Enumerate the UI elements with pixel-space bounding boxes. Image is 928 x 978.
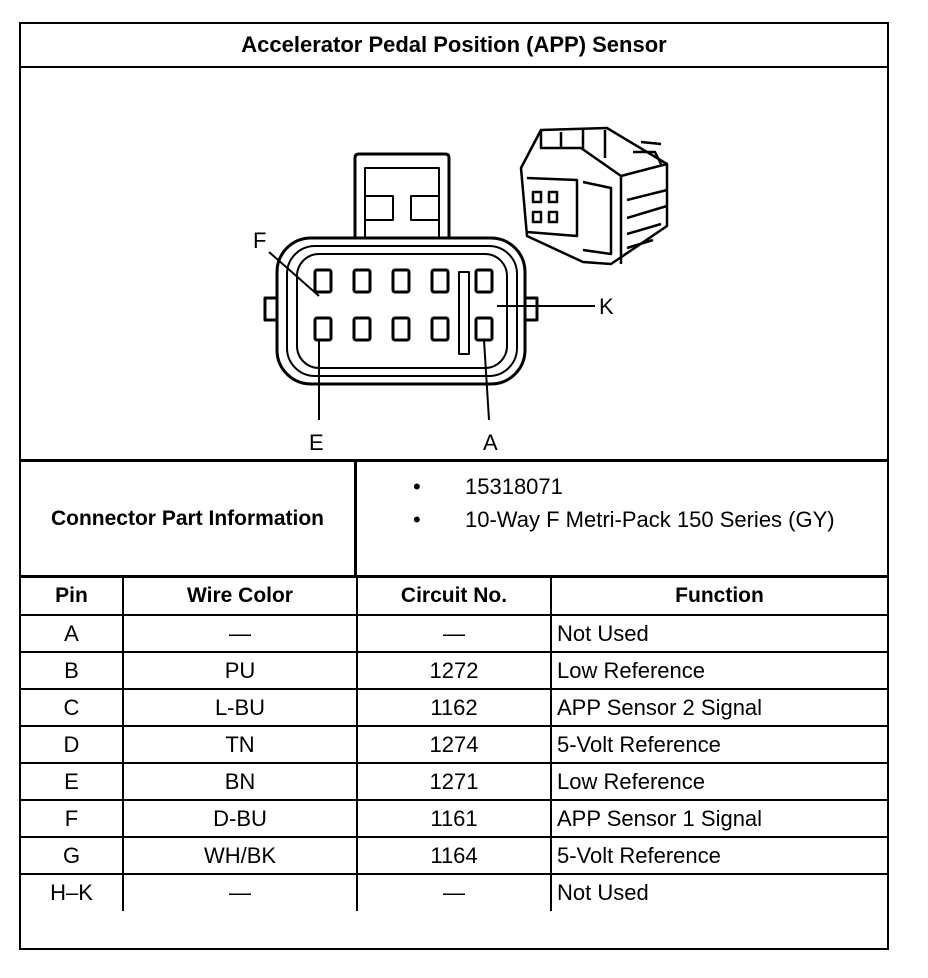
connector-drawing xyxy=(21,68,887,462)
circuit-cell: 1274 xyxy=(357,726,551,763)
table-row xyxy=(21,615,887,652)
function-cell: 5-Volt Reference xyxy=(551,837,887,874)
cavity-a xyxy=(476,318,492,340)
wire-color-cell: BN xyxy=(123,763,357,800)
table-row xyxy=(21,837,887,874)
pin-cell: B xyxy=(21,652,123,689)
circuit-cell: 1162 xyxy=(357,689,551,726)
header-wire-color: Wire Color xyxy=(123,578,357,615)
part-info-label: Connector Part Information xyxy=(21,462,357,575)
wire-color-cell: — xyxy=(123,615,357,652)
function-cell: Low Reference xyxy=(551,652,887,689)
part-info-item xyxy=(357,503,835,536)
wire-color-cell: WH/BK xyxy=(123,837,357,874)
table-row xyxy=(21,874,887,911)
pin-cell: A xyxy=(21,615,123,652)
connector-part-information xyxy=(21,462,887,578)
circuit-cell: 1164 xyxy=(357,837,551,874)
pin-cell: D xyxy=(21,726,123,763)
pin-cell: G xyxy=(21,837,123,874)
cavity-row2-4 xyxy=(432,318,448,340)
right-ear xyxy=(525,298,537,320)
wire-color-cell: — xyxy=(123,874,357,911)
table-header-row xyxy=(21,578,887,615)
bullet-icon: • xyxy=(413,474,421,499)
part-info-item xyxy=(357,470,835,503)
header-function: Function xyxy=(551,578,887,615)
circuit-cell: 1271 xyxy=(357,763,551,800)
callout-e: E xyxy=(309,430,324,455)
bullet-icon: • xyxy=(413,507,421,532)
wire-color-cell: PU xyxy=(123,652,357,689)
pin-cell: C xyxy=(21,689,123,726)
header-pin: Pin xyxy=(21,578,123,615)
cavity-row2-2 xyxy=(354,318,370,340)
callout-f: F xyxy=(253,228,267,253)
connector-figure xyxy=(21,68,887,462)
cavity-row1-4 xyxy=(432,270,448,292)
connector-iso-view xyxy=(521,128,667,264)
page-title: Accelerator Pedal Position (APP) Sensor xyxy=(21,24,887,68)
circuit-cell: — xyxy=(357,874,551,911)
pin-cell: H–K xyxy=(21,874,123,911)
cavity-row1-2 xyxy=(354,270,370,292)
table-row xyxy=(21,652,887,689)
header-circuit-no: Circuit No. xyxy=(357,578,551,615)
wire-color-cell: TN xyxy=(123,726,357,763)
pin-cell: E xyxy=(21,763,123,800)
table-row xyxy=(21,689,887,726)
function-cell: 5-Volt Reference xyxy=(551,726,887,763)
function-cell: Not Used xyxy=(551,615,887,652)
callout-a: A xyxy=(483,430,498,455)
cavity-row1-3 xyxy=(393,270,409,292)
left-ear xyxy=(265,298,277,320)
cavity-f xyxy=(315,270,331,292)
function-cell: APP Sensor 2 Signal xyxy=(551,689,887,726)
wire-color-cell: D-BU xyxy=(123,800,357,837)
divider-bar xyxy=(459,272,469,354)
callout-k: K xyxy=(599,294,614,319)
leader-a xyxy=(484,340,489,420)
connector-body xyxy=(277,238,525,384)
function-cell: APP Sensor 1 Signal xyxy=(551,800,887,837)
part-number: 15318071 xyxy=(465,474,563,499)
cavity-e xyxy=(315,318,331,340)
circuit-cell: 1161 xyxy=(357,800,551,837)
function-cell: Low Reference xyxy=(551,763,887,800)
pin-table xyxy=(21,578,887,911)
cavity-k xyxy=(476,270,492,292)
cavity-row2-3 xyxy=(393,318,409,340)
table-row xyxy=(21,726,887,763)
part-info-list xyxy=(357,470,835,536)
pin-cell: F xyxy=(21,800,123,837)
table-row xyxy=(21,800,887,837)
connector-sheet xyxy=(19,22,889,950)
connector-series: 10-Way F Metri-Pack 150 Series (GY) xyxy=(465,507,835,532)
wire-color-cell: L-BU xyxy=(123,689,357,726)
table-row xyxy=(21,763,887,800)
function-cell: Not Used xyxy=(551,874,887,911)
circuit-cell: 1272 xyxy=(357,652,551,689)
circuit-cell: — xyxy=(357,615,551,652)
